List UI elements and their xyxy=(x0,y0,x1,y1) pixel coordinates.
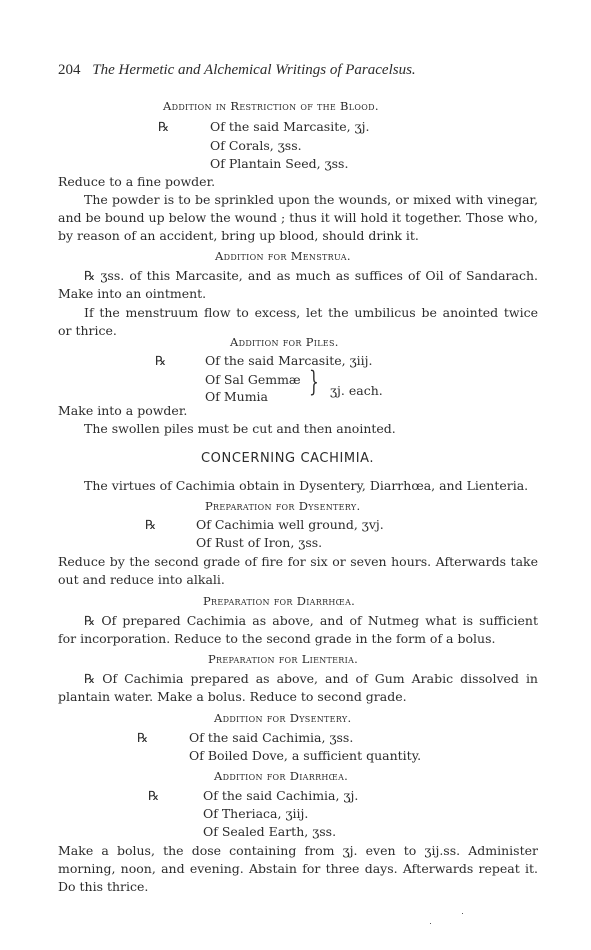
text-line: Reduce by the second grade of fire for six or seven hours. Afterwards take xyxy=(58,554,538,569)
text-line: or thrice. xyxy=(58,323,117,338)
recipe-line: Of Plantain Seed, ʒss. xyxy=(210,156,349,171)
section-title: CONCERNING CACHIMIA. xyxy=(201,451,375,466)
recipe-line: Of Boiled Dove, a sufficient quantity. xyxy=(189,748,422,763)
recipe-line: Of Theriaca, ʒiij. xyxy=(203,806,309,821)
text-line: out and reduce into alkali. xyxy=(58,572,225,587)
heading-addition-dysentery: Addition for Dysentery. xyxy=(214,711,352,725)
text-line: The swollen piles must be cut and then anointed. xyxy=(84,421,396,436)
page-number: 204 xyxy=(58,62,81,78)
recipe-line: Of Cachimia well ground, ʒvj. xyxy=(196,517,384,532)
heading-piles: Addition for Piles. xyxy=(230,335,339,349)
text-line: for incorporation. Reduce to the second grade in the form of a bolus. xyxy=(58,631,496,646)
heading-restriction-blood: Addition in Restriction of the Blood. xyxy=(163,99,379,113)
print-speck xyxy=(430,923,431,924)
recipe-line: Of Sal Gemmæ xyxy=(205,372,301,387)
text-line: and be bound up below the wound ; thus it will hold it together. Those who, xyxy=(58,210,538,225)
recipe-line: Of Corals, ʒss. xyxy=(210,138,302,153)
recipe-symbol: ℞ xyxy=(137,730,149,745)
text-line: ℞ Of Cachimia prepared as above, and of Gum Arabic dissolved in xyxy=(84,671,538,686)
text-line: plantain water. Make a bolus. Reduce to second grade. xyxy=(58,689,407,704)
recipe-line: Of Mumia xyxy=(205,389,269,404)
recipe-line: Of the said Marcasite, ʒiij. xyxy=(205,353,373,368)
text-line: Make a bolus, the dose containing from ʒj. even to ʒij.ss. Administer xyxy=(58,843,538,858)
recipe-symbol: ℞ xyxy=(155,353,167,368)
running-header xyxy=(58,63,534,78)
heading-preparation-diarrhoea: Preparation for Diarrhœa. xyxy=(203,594,356,608)
text-line: Make into a powder. xyxy=(58,403,188,418)
recipe-line: Of the said Cachimia, ʒss. xyxy=(189,730,354,745)
recipe-line: ʒj. each. xyxy=(330,383,383,398)
text-line: Reduce to a fine powder. xyxy=(58,174,216,189)
text-line: ℞ Of prepared Cachimia as above, and of Nutmeg what is sufficient xyxy=(84,613,538,628)
heading-preparation-lienteria: Preparation for Lienteria. xyxy=(208,652,359,666)
brace-icon: } xyxy=(309,365,319,398)
recipe-line: Of Rust of Iron, ʒss. xyxy=(196,535,323,550)
running-title: The Hermetic and Alchemical Writings of Paracelsus. xyxy=(92,62,416,78)
recipe-line: Of the said Marcasite, ʒj. xyxy=(210,119,370,134)
text-line: Make into an ointment. xyxy=(58,286,207,301)
text-line: Do this thrice. xyxy=(58,879,149,894)
heading-addition-diarrhoea: Addition for Diarrhœa. xyxy=(214,769,349,783)
text-line: The virtues of Cachimia obtain in Dysentery, Diarrhœa, and Lienteria. xyxy=(84,478,529,493)
recipe-symbol: ℞ xyxy=(148,788,160,803)
text-line: by reason of an accident, bring up blood, should drink it. xyxy=(58,228,419,243)
text-line: If the menstruum flow to excess, let the umbilicus be anointed twice xyxy=(84,305,538,320)
heading-menstrua: Addition for Menstrua. xyxy=(215,249,351,263)
recipe-line: Of the said Cachimia, ʒj. xyxy=(203,788,359,803)
recipe-symbol: ℞ xyxy=(145,517,157,532)
text-line: ℞ ʒss. of this Marcasite, and as much as suffices of Oil of Sandarach. xyxy=(84,268,538,283)
recipe-symbol: ℞ xyxy=(158,119,170,134)
heading-preparation-dysentery: Preparation for Dysentery. xyxy=(205,499,361,513)
text-line: morning, noon, and evening. Abstain for three days. Afterwards repeat it. xyxy=(58,861,538,876)
text-line: The powder is to be sprinkled upon the wounds, or mixed with vinegar, xyxy=(84,192,538,207)
print-speck xyxy=(462,913,463,914)
recipe-line: Of Sealed Earth, ʒss. xyxy=(203,824,337,839)
